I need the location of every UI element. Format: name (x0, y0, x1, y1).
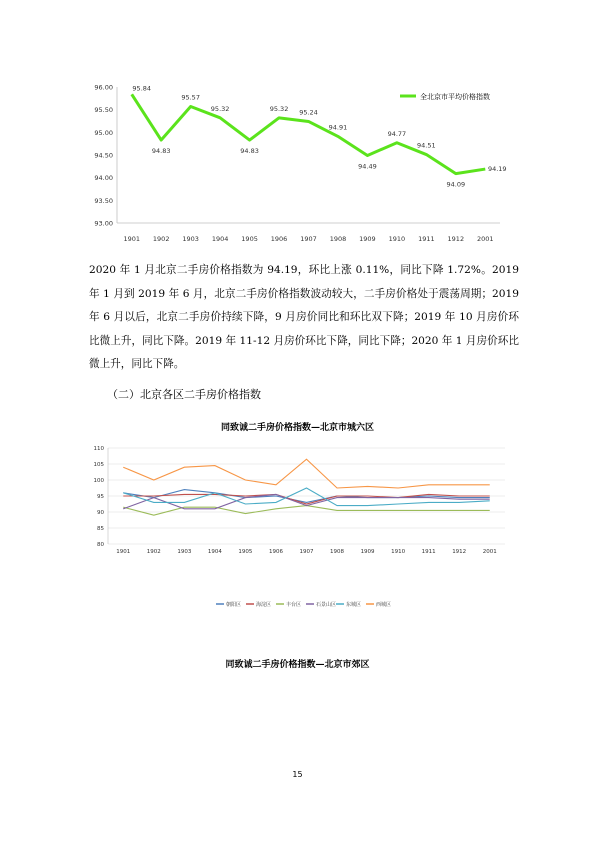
x-tick-label: 1903 (182, 235, 199, 243)
legend-label: 西城区 (376, 602, 392, 608)
data-label: 95.84 (132, 84, 152, 93)
data-label: 94.51 (417, 141, 436, 150)
data-label: 95.32 (210, 104, 230, 113)
chart-city-six-districts (80, 442, 515, 617)
x-tick-label: 1901 (116, 549, 131, 555)
y-tick-label: 110 (93, 446, 104, 452)
x-tick-label: 1910 (391, 549, 406, 555)
legend (216, 601, 391, 608)
legend-label: 东城区 (346, 602, 362, 608)
y-tick-label: 94.50 (94, 151, 113, 160)
x-tick-label: 1908 (330, 549, 345, 555)
section-heading: （二）北京各区二手房价格指数 (107, 388, 261, 401)
series-line-average-index (132, 94, 486, 173)
data-label: 94.83 (240, 147, 259, 156)
legend-label: 朝阳区 (226, 602, 242, 608)
chart-title-suburbs: 同致诚二手房价格指数—北京市郊区 (225, 660, 370, 670)
x-tick-label: 1902 (146, 549, 161, 555)
x-tick-label: 1911 (418, 235, 435, 243)
x-tick-label: 1906 (270, 235, 288, 243)
page-number: 15 (292, 770, 303, 779)
data-label: 94.49 (358, 162, 377, 171)
chart-title-city-six-districts: 同致诚二手房价格指数—北京市城六区 (220, 423, 374, 433)
y-tick-label: 80 (97, 542, 104, 548)
y-tick-label: 95 (97, 494, 104, 500)
x-tick-label: 1905 (238, 549, 253, 555)
x-tick-label: 1903 (177, 549, 192, 555)
y-tick-label: 94.00 (94, 174, 113, 183)
data-label: 95.24 (299, 108, 318, 117)
x-tick-label: 1908 (329, 235, 347, 243)
legend-label: 全北京市平均价格指数 (420, 93, 490, 101)
x-tick-label: 1909 (360, 549, 375, 555)
x-tick-label: 1912 (447, 235, 465, 243)
x-tick-label: 1904 (211, 235, 229, 243)
x-tick-label: 1906 (268, 549, 283, 555)
y-tick-label: 93.50 (94, 196, 113, 205)
x-tick-label: 2001 (482, 549, 497, 555)
data-label: 95.57 (181, 93, 200, 102)
x-tick-label: 1907 (300, 235, 317, 243)
y-tick-label: 85 (97, 526, 104, 532)
data-label: 94.77 (387, 129, 407, 138)
x-tick-label: 1909 (359, 235, 376, 243)
x-tick-label: 1904 (207, 549, 222, 555)
x-tick-label: 1901 (123, 235, 141, 243)
data-label: 94.19 (487, 165, 507, 174)
y-tick-label: 95.50 (94, 106, 113, 115)
y-tick-label: 100 (93, 478, 104, 484)
data-label: 94.09 (446, 180, 466, 189)
data-label: 94.91 (328, 123, 348, 132)
x-tick-label: 1902 (152, 235, 170, 243)
x-tick-label: 1911 (421, 549, 436, 555)
y-tick-label: 96.00 (94, 83, 113, 92)
y-tick-label: 93.00 (94, 219, 113, 228)
legend-label: 丰台区 (286, 602, 302, 608)
legend (400, 92, 490, 101)
data-label: 95.32 (269, 104, 289, 113)
x-tick-label: 1905 (241, 235, 258, 243)
chart-beijing-average-index (85, 75, 510, 255)
legend-label: 石景山区 (316, 602, 337, 608)
y-tick-label: 105 (93, 462, 104, 468)
legend-label: 海淀区 (256, 602, 272, 608)
series-line-6 (123, 459, 489, 488)
x-tick-label: 1912 (452, 549, 467, 555)
data-label: 94.83 (151, 147, 171, 156)
x-tick-label: 1907 (299, 549, 314, 555)
x-tick-label: 1910 (388, 235, 406, 243)
y-tick-label: 90 (97, 510, 104, 516)
y-tick-label: 95.00 (94, 128, 113, 137)
analysis-paragraph: 2020 年 1 月北京二手房价格指数为 94.19，环比上涨 0.11%，同比下降 1.72%。2019 年 1 月到 2019 年 6 月，北京二手房价格指数波动较大，二手房价格处于震荡周期；2019 年 6 月以后，北京二手房价持续下降，9 月房价同比和环比双下降；2019 年 10 月房价环比微上升，同比下降。2019 年 11-12 月房价环比下降，同比下降；2020 年 1 月房价环比微上升，同比下降。 (89, 264, 519, 370)
x-tick-label: 2001 (476, 235, 494, 243)
